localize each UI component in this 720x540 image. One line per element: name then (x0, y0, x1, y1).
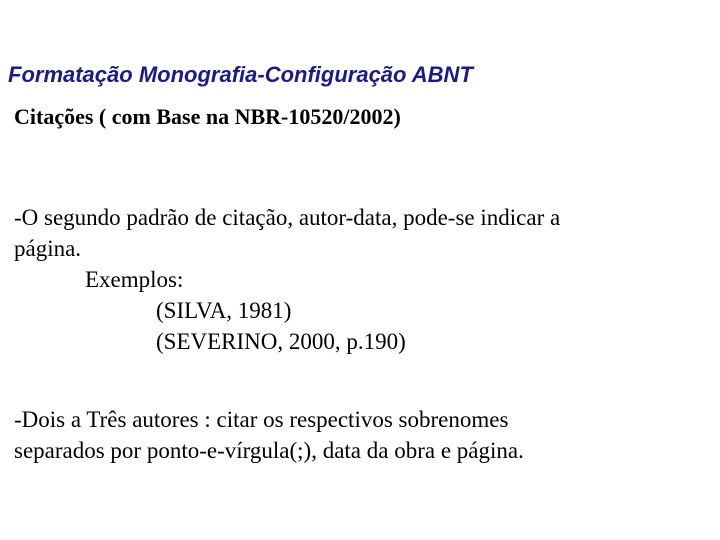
paragraph-multiple-authors (14, 404, 694, 466)
paragraph-line: -O segundo padrão de citação, autor-data, pode-se indicar a (14, 205, 561, 230)
paragraph-line: página. (14, 236, 82, 261)
page-title: Formatação Monografia-Configuração ABNT (8, 62, 473, 87)
paragraph-line: -Dois a Três autores : citar os respectivos sobrenomes (14, 407, 509, 432)
example-citation: (SEVERINO, 2000, p.190) (156, 329, 406, 354)
paragraph-line: separados por ponto-e-vírgula(;), data da obra e página. (14, 438, 524, 463)
example-citation: (SILVA, 1981) (156, 298, 292, 323)
page-subtitle: Citações ( com Base na NBR-10520/2002) (14, 104, 401, 129)
examples-label: Exemplos: (85, 267, 184, 292)
paragraph-author-date (14, 202, 694, 357)
